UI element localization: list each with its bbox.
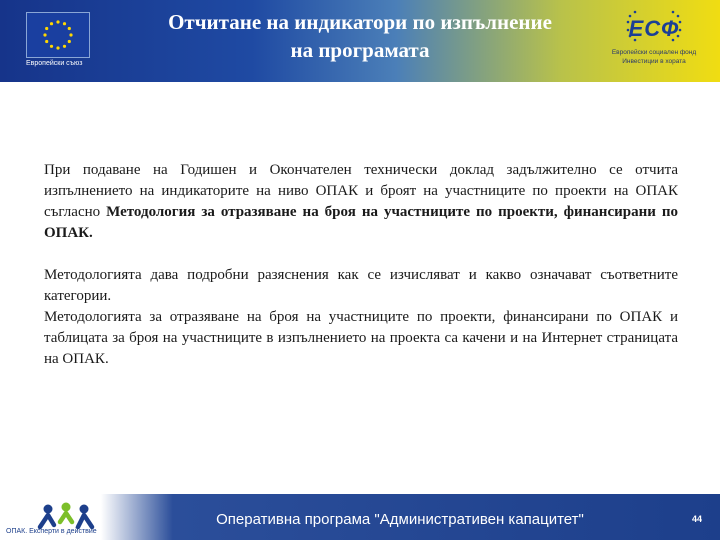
- paragraph-methodology-details: Методологията дава подробни разяснения как се изчисляват и какво означават съответните категории.: [44, 267, 678, 304]
- eu-flag-icon: [26, 12, 90, 58]
- page-title: [130, 8, 590, 64]
- eu-logo: [26, 12, 100, 74]
- esf-caption-line-2: Инвестиции в хората: [622, 58, 686, 65]
- paragraph-methodology-website: Методологията за отразяване на броя на участниците по проекти, финансирани по ОПАК и таблицата за броя на участниците в изпълнението на проекта са качени и на Интернет страницата на ОПАК.: [44, 309, 678, 367]
- esf-logo-text: ЕСФ: [628, 16, 680, 41]
- opak-logo-caption: ОПАК. Експерти в действие: [6, 528, 97, 535]
- esf-logo: [598, 8, 710, 74]
- page-number: 44: [691, 514, 702, 524]
- footer-program-name: Оперативна програма "Административен капацитет": [216, 511, 584, 528]
- esf-caption-line-1: Европейски социален фонд: [611, 49, 697, 56]
- title-line-1: Отчитане на индикатори по изпълнение: [168, 10, 552, 34]
- esf-logo-caption: [598, 48, 710, 66]
- title-line-2: на програмата: [290, 38, 430, 62]
- main-content: [44, 160, 678, 370]
- eu-logo-caption: Европейски съюз: [26, 60, 83, 67]
- header-banner: [0, 0, 720, 82]
- paragraph-reporting: [44, 160, 678, 244]
- methodology-title: Методология за отразяване на броя на участниците по проекти, финансирани по ОПАК.: [44, 204, 678, 241]
- paragraph-reporting-text: При подаване на Годишен и Окончателен технически доклад задължително се отчита изпълнението на индикаторите на ниво ОПАК и броят на участниците по проекти на ОПАК съгласно: [44, 162, 678, 220]
